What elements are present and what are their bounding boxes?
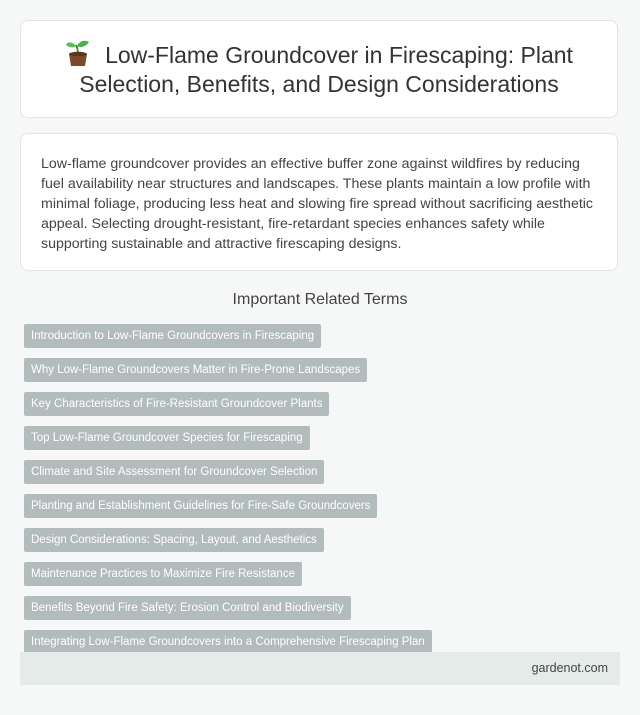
term-link[interactable]: Why Low-Flame Groundcovers Matter in Fire-Prone Landscapes — [24, 358, 367, 382]
footer-site-link[interactable]: gardenot.com — [531, 661, 608, 675]
term-link[interactable]: Planting and Establishment Guidelines for Fire-Safe Groundcovers — [24, 494, 377, 518]
page-title — [21, 39, 617, 99]
term-link[interactable]: Key Characteristics of Fire-Resistant Groundcover Plants — [24, 392, 329, 416]
term-link[interactable]: Benefits Beyond Fire Safety: Erosion Control and Biodiversity — [24, 596, 351, 620]
term-link[interactable]: Integrating Low-Flame Groundcovers into a Comprehensive Firescaping Plan — [24, 630, 432, 654]
sprout-icon — [65, 39, 91, 67]
page-title-text: Low-Flame Groundcover in Firescaping: Plant Selection, Benefits, and Design Considerations — [79, 42, 573, 97]
intro-card — [20, 133, 618, 271]
related-terms-heading: Important Related Terms — [232, 291, 408, 308]
title-card — [20, 20, 618, 118]
term-link[interactable]: Design Considerations: Spacing, Layout, and Aesthetics — [24, 528, 324, 552]
related-terms-list — [24, 324, 614, 664]
intro-paragraph: Low-flame groundcover provides an effective buffer zone against wildfires by reducing fuel availability near structures and landscapes. These plants maintain a low profile with minimal foliage, producing less heat and slowing fire spread without sacrificing aesthetic appeal. Selecting drought-resistant, fire-retardant species enhances safety while supporting sustainable and attractive firescaping designs. — [41, 156, 594, 252]
term-link[interactable]: Top Low-Flame Groundcover Species for Firescaping — [24, 426, 310, 450]
term-link[interactable]: Climate and Site Assessment for Groundcover Selection — [24, 460, 324, 484]
footer — [20, 652, 620, 685]
term-link[interactable]: Maintenance Practices to Maximize Fire Resistance — [24, 562, 302, 586]
term-link[interactable]: Introduction to Low-Flame Groundcovers in Firescaping — [24, 324, 321, 348]
